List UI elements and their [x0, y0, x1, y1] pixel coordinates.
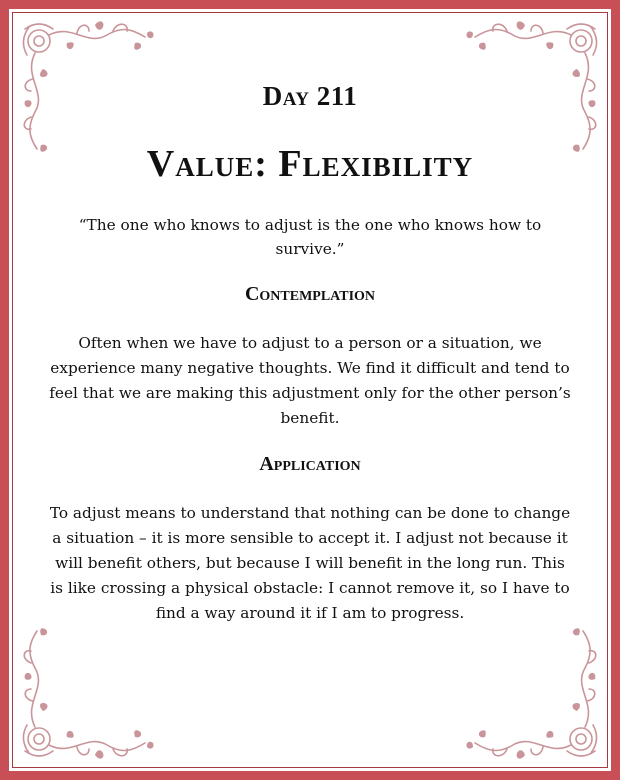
page-title: Value: Flexibility [146, 143, 474, 185]
ornamental-flourish-icon [17, 603, 167, 763]
day-number: Day 211 [262, 81, 358, 111]
quote: “The one who knows to adjust is the one who knows how to survive.” [78, 216, 542, 258]
contemplation-heading: Contemplation [244, 283, 376, 305]
application-heading: Application [259, 453, 361, 475]
application-text: To adjust means to understand that nothing can be done to change a situation – it is more sensible to accept it. I adjust not because it will benefit others, but because I will benefit in the long run. This is like crossing a physical obstacle: I cannot remove it, so I have to find a way around it if I am to progress. [49, 504, 571, 622]
ornamental-flourish-icon [453, 603, 603, 763]
page-content [49, 75, 571, 626]
contemplation-text: Often when we have to adjust to a person or a situation, we experience many negative thoughts. We find it difficult and tend to feel that we are making this adjustment only for the other person’s benefit. [49, 334, 571, 427]
